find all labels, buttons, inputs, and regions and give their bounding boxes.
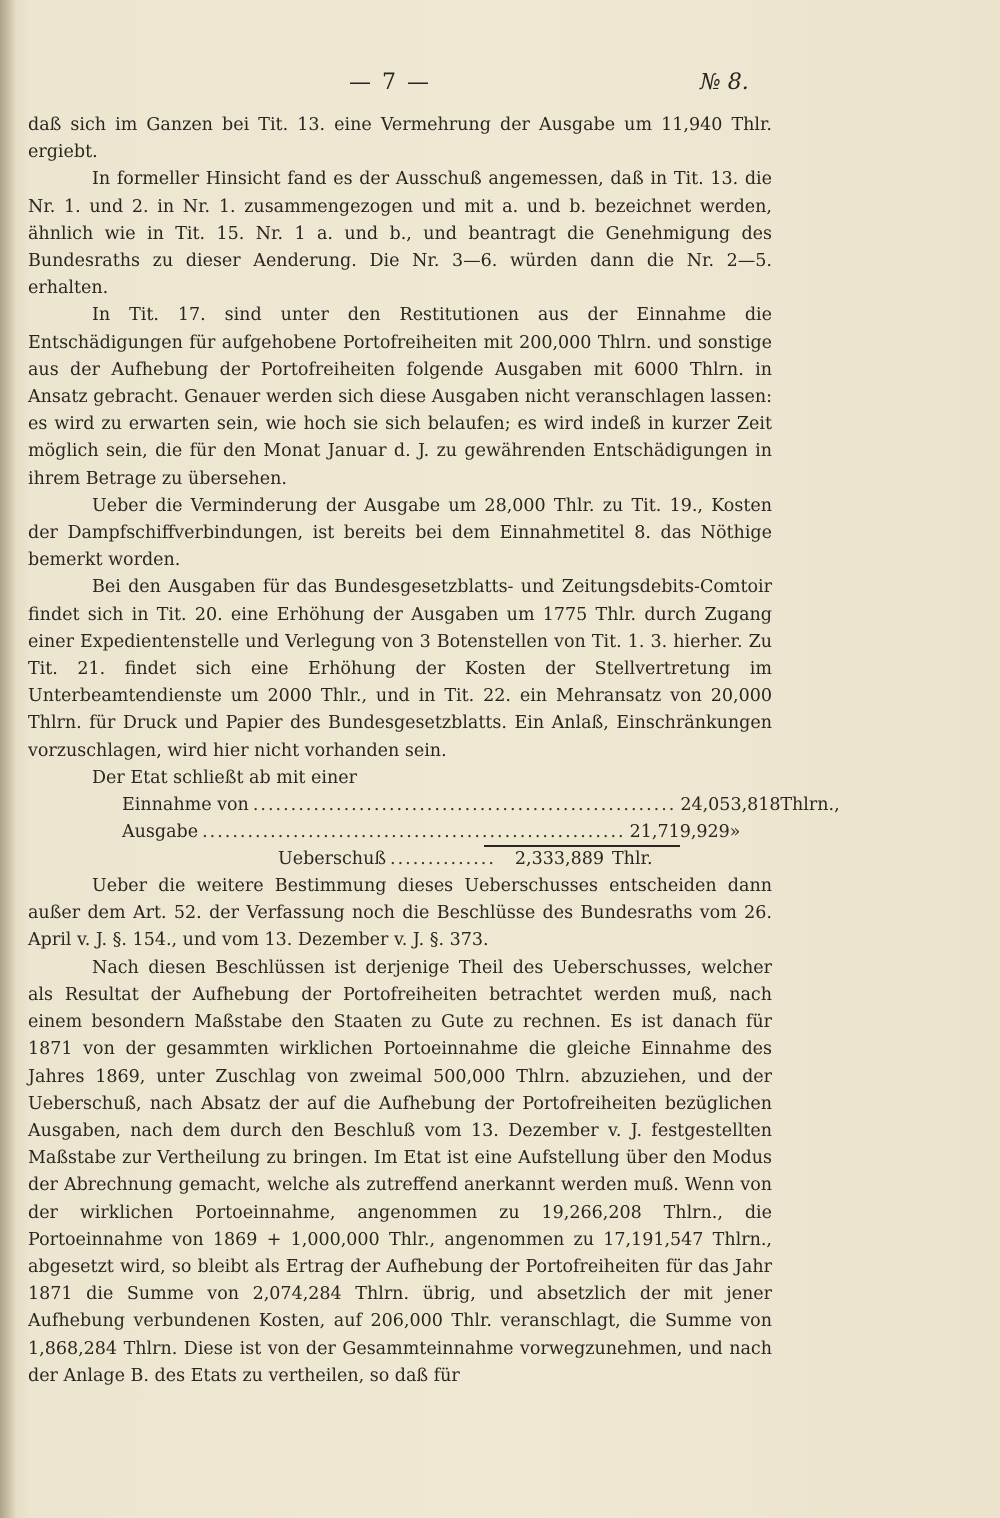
income-label: Einnahme von — [122, 795, 249, 816]
surplus-unit: Thlr. — [612, 849, 653, 870]
paragraph-2: In formeller Hinsicht fand es der Ausschuß angemessen, daß in Tit. 13. die Nr. 1. und 2. in Nr. 1. zusammengezogen und mit a. und b. bezeichnet werden, ähnlich wie in Tit. 15. Nr. 1 a. und b., und beantragt die Genehmigung des Bundesraths zu dieser Aenderung. Die Nr. 3—6. würden dann die Nr. 2—5. erhalten. — [28, 169, 772, 299]
dot-leader: ........................................................ — [202, 822, 626, 843]
surplus-row — [278, 846, 682, 873]
expense-row — [122, 819, 741, 846]
page-header — [0, 70, 1000, 106]
page-number: — 7 — — [349, 70, 431, 95]
paragraph-6: Der Etat schließt ab mit einer — [92, 767, 357, 788]
expense-label: Ausgabe — [122, 822, 199, 843]
income-row — [122, 792, 840, 819]
surplus-amount: 2,333,889 — [514, 849, 604, 870]
paragraph-7: Ueber die weitere Bestimmung dieses Ueberschusses entscheiden dann außer dem Art. 52. der Verfassung noch die Beschlüsse des Bundesraths vom 26. April v. J. §. 154., und vom 13. Dezember v. J. §. 373. — [28, 876, 772, 951]
dot-leader: .............. — [390, 849, 496, 870]
paragraph-1: daß sich im Ganzen bei Tit. 13. eine Vermehrung der Ausgabe um 11,940 Thlr. ergiebt. — [28, 115, 772, 163]
budget-summary — [28, 792, 840, 873]
dot-leader: ........................................................ — [252, 795, 677, 816]
surplus-label: Ueberschuß — [278, 849, 387, 870]
expense-unit: » — [729, 822, 741, 843]
body-text — [28, 112, 840, 1390]
paragraph-8: Nach diesen Beschlüssen ist derjenige Theil des Ueberschusses, welcher als Resultat der Aufhebung der Portofreiheiten betrachtet werden muß, nach einem besondern Maßstabe den Staaten zu Gute zu rechnen. Es ist danach für 1871 von der gesammten wirklichen Portoeinnahme die gleiche Einnahme des Jahres 1869, unter Zuschlag von zweimal 500,000 Thlrn. abzuziehen, und der Ueberschuß, nach Absatz der auf die Aufhebung der Portofreiheiten bezüglichen Ausgaben, nach dem durch den Beschluß vom 13. Dezember v. J. festgestellten Maßstabe zur Vertheilung zu bringen. Im Etat ist eine Aufstellung über den Modus der Abrechnung gemacht, welche als zutreffend anerkannt werden muß. Wenn von der wirklichen Portoeinnahme, angenommen zu 19,266,208 Thlrn., die Portoeinnahme von 1869 + 1,000,000 Thlr., angenommen zu 17,191,547 Thlrn., abgesetzt wird, so bleibt als Ertrag der Aufhebung der Portofreiheiten für das Jahr 1871 die Summe von 2,074,284 Thlrn. übrig, und absetzlich der mit jener Aufhebung verbundenen Kosten, auf 206,000 Thlr. veranschlagt, die Summe von 1,868,284 Thlrn. Diese ist von der Gesammteinnahme vorwegzunehmen, und nach der Anlage B. des Etats zu vertheilen, so daß für — [28, 957, 772, 1386]
paragraph-4: Ueber die Verminderung der Ausgabe um 28,000 Thlr. zu Tit. 19., Kosten der Dampfschiffverbindungen, ist bereits bei dem Einnahmetitel 8. das Nöthige bemerkt worden. — [28, 495, 772, 571]
income-unit: Thlrn., — [780, 795, 840, 816]
paragraph-5: Bei den Ausgaben für das Bundesgesetzblatts- und Zeitungsdebits-Comtoir findet sich in Tit. 20. eine Erhöhung der Ausgaben um 1775 Thlr. durch Zugang einer Expedientenstelle und Verlegung von 3 Botenstellen von Tit. 1. 3. hierher. Zu Tit. 21. findet sich eine Erhöhung der Kosten der Stellvertretung im Unterbeamtendienste um 2000 Thlr., und in Tit. 22. ein Mehransatz von 20,000 Thlrn. für Druck und Papier des Bundesgesetzblatts. Ein Anlaß, Einschränkungen vorzuschlagen, wird hier nicht vorhanden sein. — [28, 577, 772, 761]
income-amount: 24,053,818 — [680, 795, 781, 816]
page-edge-shadow — [0, 0, 16, 1518]
expense-amount: 21,719,929 — [629, 822, 730, 843]
paragraph-3: In Tit. 17. sind unter den Restitutionen aus der Einnahme die Entschädigungen für aufgehobene Portofreiheiten mit 200,000 Thlrn. und sonstige aus der Aufhebung der Portofreiheiten folgende Ausgaben mit 6000 Thlrn. in Ansatz gebracht. Genauer werden sich diese Ausgaben nicht veranschlagen lassen: es wird zu erwarten sein, wie hoch sie sich belaufen; es wird indeß in kurzer Zeit möglich sein, die für den Monat Januar d. J. zu gewährenden Entschädigungen in ihrem Betrage zu übersehen. — [28, 305, 772, 489]
issue-number: № 8. — [700, 70, 749, 95]
